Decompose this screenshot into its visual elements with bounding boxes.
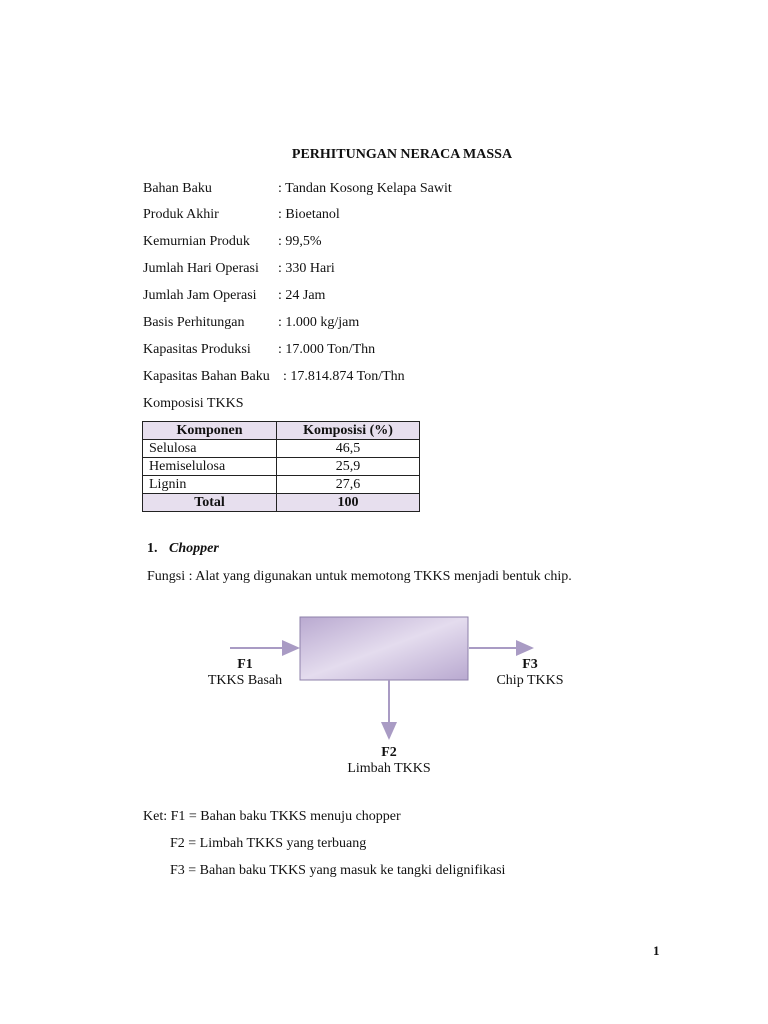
info-value: : Bioetanol xyxy=(278,207,340,222)
table-row xyxy=(143,476,420,494)
info-label: Basis Perhitungan xyxy=(143,315,245,330)
table-total-row xyxy=(143,494,420,512)
info-label: Jumlah Jam Operasi xyxy=(143,288,257,303)
info-label: Produk Akhir xyxy=(143,207,219,222)
info-label: Jumlah Hari Operasi xyxy=(143,261,259,276)
note-f2: F2 = Limbah TKKS yang terbuang xyxy=(170,836,367,851)
note-f1: Ket: F1 = Bahan baku TKKS menuju chopper xyxy=(143,809,401,824)
note-f3: F3 = Bahan baku TKKS yang masuk ke tangki delignifikasi xyxy=(170,863,506,878)
stream-name: TKKS Basah xyxy=(207,673,283,688)
info-label: Kapasitas Bahan Baku xyxy=(143,369,270,384)
stream-code: F1 xyxy=(237,657,253,672)
info-value: : 17.000 Ton/Thn xyxy=(278,342,376,357)
column-header: Komposisi (%) xyxy=(277,422,420,440)
info-value: : 330 Hari xyxy=(278,261,335,276)
stream-name: Chip TKKS xyxy=(496,673,564,688)
info-label: Kapasitas Produksi xyxy=(143,342,251,357)
composition-table xyxy=(142,421,420,512)
table-cell: 25,9 xyxy=(277,458,420,476)
composition-heading: Komposisi TKKS xyxy=(143,396,244,411)
info-value: : 99,5% xyxy=(278,234,322,249)
page-title: PERHITUNGAN NERACA MASSA xyxy=(291,147,513,162)
info-label: Bahan Baku xyxy=(143,181,212,196)
info-value: : 24 Jam xyxy=(278,288,326,303)
section-number: 1. xyxy=(147,541,158,556)
table-cell: Hemiselulosa xyxy=(143,458,277,476)
page-number: 1 xyxy=(653,943,660,958)
table-row xyxy=(143,458,420,476)
table-row xyxy=(143,440,420,458)
stream-label-f1 xyxy=(195,657,295,689)
table-cell: Lignin xyxy=(143,476,277,494)
stream-label-f3 xyxy=(480,657,580,689)
table-cell: 46,5 xyxy=(277,440,420,458)
table-cell: 100 xyxy=(277,494,420,512)
info-value: : 17.814.874 Ton/Thn xyxy=(283,369,405,384)
section-title: Chopper xyxy=(169,541,219,556)
info-value: : 1.000 kg/jam xyxy=(278,315,360,330)
info-label: Kemurnian Produk xyxy=(143,234,250,249)
stream-label-f2 xyxy=(339,745,439,777)
table-cell: Total xyxy=(143,494,277,512)
column-header: Komponen xyxy=(143,422,277,440)
stream-code: F2 xyxy=(381,745,397,760)
stream-name: Limbah TKKS xyxy=(347,761,431,776)
table-cell: Selulosa xyxy=(143,440,277,458)
section-function: Fungsi : Alat yang digunakan untuk memotong TKKS menjadi bentuk chip. xyxy=(147,569,572,584)
stream-code: F3 xyxy=(522,657,538,672)
table-cell: 27,6 xyxy=(277,476,420,494)
info-value: : Tandan Kosong Kelapa Sawit xyxy=(278,181,452,196)
chopper-box xyxy=(300,617,468,680)
table-header-row xyxy=(143,422,420,440)
